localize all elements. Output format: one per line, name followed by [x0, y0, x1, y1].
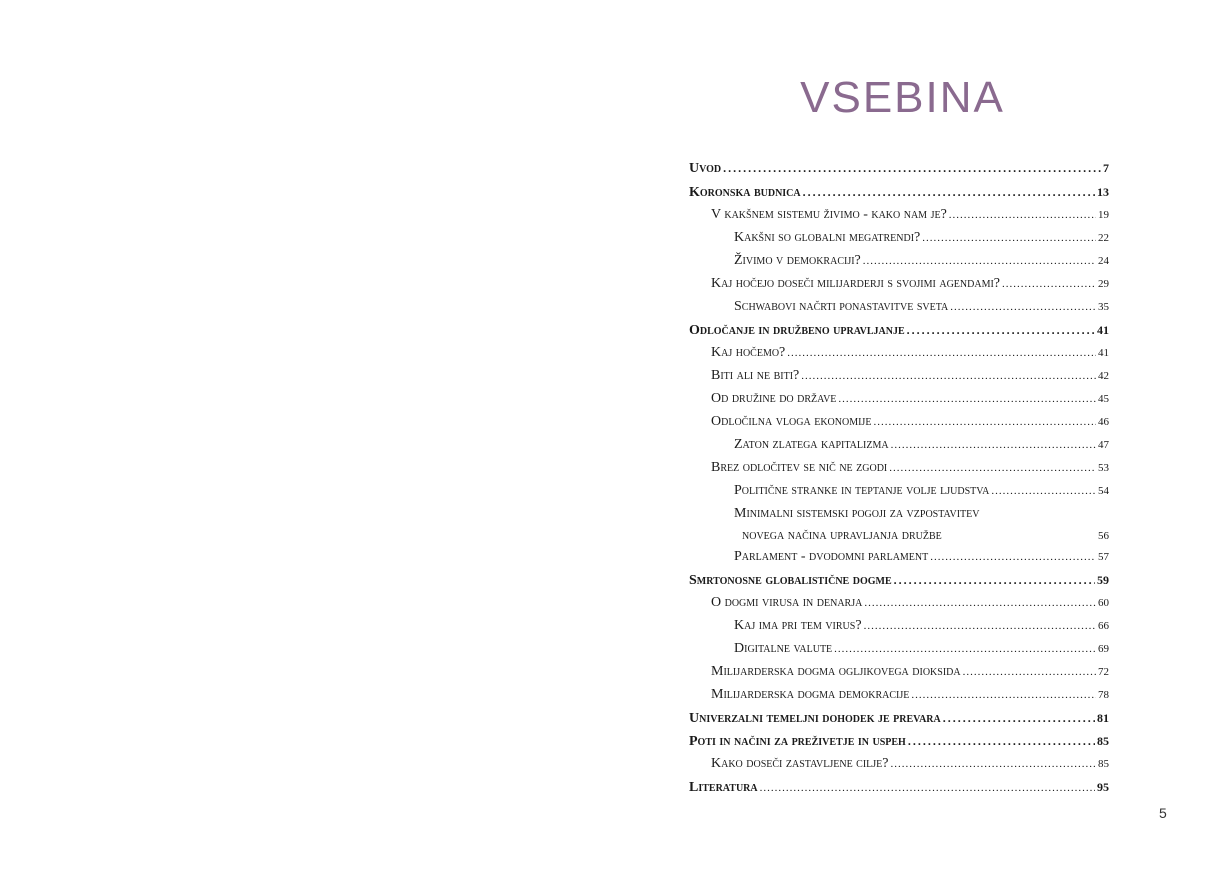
- dot-leader: [930, 546, 1096, 568]
- toc-entry-kaj-ima-virus[interactable]: [689, 615, 1109, 637]
- toc-entry-page: 56: [1098, 530, 1109, 542]
- toc-entry-label: Smrtonosne globalistične dogme: [689, 573, 892, 588]
- toc-entry-label: Odločanje in družbeno upravljanje: [689, 323, 905, 338]
- toc-entry-page: 24: [1098, 255, 1109, 267]
- dot-leader: [760, 777, 1095, 798]
- dot-leader: [834, 638, 1096, 660]
- dot-leader: [863, 250, 1096, 272]
- toc-entry-label: Schwabovi načrti ponastavitve sveta: [734, 299, 949, 314]
- toc-entry-page: 19: [1098, 209, 1109, 221]
- toc-entry-page: 69: [1098, 643, 1109, 655]
- toc-entry-page: 41: [1097, 323, 1109, 337]
- toc-entry-page: 47: [1098, 439, 1109, 451]
- toc-entry-label: Milijarderska dogma ogljikovega dioksida: [711, 664, 961, 679]
- toc-entry-label: Parlament - dvodomni parlament: [734, 549, 929, 564]
- toc-entry-poti-in-nacini[interactable]: [689, 730, 1109, 752]
- dot-leader: [723, 157, 1101, 179]
- toc-entry-page: 57: [1098, 551, 1109, 563]
- toc-entry-label: Kako doseči zastavljene cilje?: [711, 756, 889, 771]
- toc-entry-dogma-demokracije[interactable]: [689, 684, 1109, 706]
- toc-entry-page: 29: [1098, 278, 1109, 290]
- toc-entry-label: Od družine do države: [711, 391, 837, 406]
- dot-leader: [949, 204, 1096, 226]
- toc-entry-label: Kaj ima pri tem virus?: [734, 618, 862, 633]
- dot-leader: [963, 661, 1096, 683]
- page-number: 5: [1159, 805, 1167, 821]
- dot-leader: [838, 388, 1096, 410]
- dot-leader: [922, 227, 1096, 249]
- toc-entry-megatrendi[interactable]: [689, 227, 1109, 249]
- toc-entry-page: 22: [1098, 232, 1109, 244]
- toc-entry-label: Politične stranke in teptanje volje ljudstva: [734, 483, 990, 498]
- toc-entry-demokraciji[interactable]: [689, 250, 1109, 272]
- toc-entry-smrtonosne-dogme[interactable]: [689, 569, 1109, 591]
- toc-entry-label: Poti in načini za preživetje in uspeh: [689, 734, 906, 749]
- toc-entry-page: 66: [1098, 620, 1109, 632]
- toc-entry-page: 35: [1098, 301, 1109, 313]
- dot-leader: [873, 411, 1096, 433]
- dot-leader: [801, 365, 1096, 387]
- toc-entry-vloga-ekonomije[interactable]: [689, 411, 1109, 433]
- toc-entry-brez-odlocitev[interactable]: [689, 457, 1109, 479]
- toc-entry-od-druzine[interactable]: [689, 388, 1109, 410]
- dot-leader: [950, 296, 1096, 318]
- toc-entry-page: 13: [1097, 185, 1109, 199]
- toc-entry-label: Biti ali ne biti?: [711, 368, 800, 383]
- toc-entry-milijarderji-agende[interactable]: [689, 273, 1109, 295]
- toc-entry-page: 53: [1098, 462, 1109, 474]
- toc-entry-minimalni-pogoji[interactable]: [689, 503, 1109, 543]
- toc-entry-label: O dogmi virusa in denarja: [711, 595, 863, 610]
- toc-entry-literatura[interactable]: [689, 776, 1109, 798]
- toc-entry-koronska-budnica[interactable]: [689, 181, 1109, 203]
- toc-entry-page: 72: [1098, 666, 1109, 678]
- toc-entry-v-kaksnem-sistemu[interactable]: [689, 204, 1109, 226]
- toc-entry-page: 85: [1097, 734, 1109, 748]
- dot-leader: [803, 181, 1095, 203]
- dot-leader: [891, 434, 1096, 456]
- toc-entry-label: Zaton zlatega kapitalizma: [734, 437, 889, 452]
- toc-entry-page: 45: [1098, 393, 1109, 405]
- toc-entry-dogma-virusa[interactable]: [689, 592, 1109, 614]
- toc-entry-label: Živimo v demokraciji?: [734, 253, 861, 268]
- dot-leader: [864, 615, 1096, 637]
- dot-leader: [943, 707, 1095, 729]
- toc-entry-label-continued: novega načina upravljanja družbe: [742, 528, 942, 543]
- toc-entry-page: 7: [1103, 161, 1109, 175]
- page-title: VSEBINA: [800, 73, 1005, 122]
- toc-entry-label: Brez odločitev se nič ne zgodi: [711, 460, 888, 475]
- toc-entry-digitalne-valute[interactable]: [689, 638, 1109, 660]
- toc-entry-temeljni-dohodek[interactable]: [689, 707, 1109, 729]
- toc-entry-label: Kaj hočemo?: [711, 345, 786, 360]
- toc-entry-label: Milijarderska dogma demokracije: [711, 687, 910, 702]
- dot-leader: [907, 319, 1095, 341]
- dot-leader: [908, 730, 1095, 752]
- dot-leader: [991, 480, 1096, 502]
- toc-entry-label: Odločilna vloga ekonomije: [711, 414, 872, 429]
- toc-entry-page: 60: [1098, 597, 1109, 609]
- dot-leader: [864, 592, 1096, 614]
- toc-entry-biti-ali-ne-biti[interactable]: [689, 365, 1109, 387]
- toc-entry-uvod[interactable]: [689, 157, 1109, 179]
- toc-entry-page: 85: [1098, 758, 1109, 770]
- toc-entry-schwabovi-nacrti[interactable]: [689, 296, 1109, 318]
- toc-entry-label: Kaj hočejo doseči milijarderji s svojimi agendami?: [711, 276, 1000, 291]
- toc-entry-page: 41: [1098, 347, 1109, 359]
- toc-entry-label: Koronska budnica: [689, 185, 801, 200]
- toc-entry-label: Literatura: [689, 780, 758, 795]
- toc-entry-page: 59: [1097, 573, 1109, 587]
- toc-entry-zaton-kapitalizma[interactable]: [689, 434, 1109, 456]
- toc-entry-kako-doseci-cilje[interactable]: [689, 753, 1109, 775]
- toc-entry-label: Minimalni sistemski pogoji za vzpostavitev: [734, 506, 980, 521]
- toc-entry-label: Uvod: [689, 161, 722, 176]
- toc-entry-page: 46: [1098, 416, 1109, 428]
- toc-entry-label: V kakšnem sistemu živimo - kako nam je?: [711, 207, 947, 222]
- dot-leader: [787, 342, 1096, 364]
- toc-entry-page: 81: [1097, 711, 1109, 725]
- toc-entry-kaj-hocemo[interactable]: [689, 342, 1109, 364]
- toc-entry-page: 54: [1098, 485, 1109, 497]
- dot-leader: [911, 684, 1096, 706]
- toc-entry-page: 42: [1098, 370, 1109, 382]
- toc-entry-label: Univerzalni temeljni dohodek je prevara: [689, 711, 941, 726]
- dot-leader: [889, 457, 1096, 479]
- toc-entry-page: 78: [1098, 689, 1109, 701]
- toc-entry-odlocanje[interactable]: [689, 319, 1109, 341]
- dot-leader: [891, 753, 1096, 775]
- toc-entry-politicne-stranke[interactable]: [689, 480, 1109, 502]
- toc-entry-dogma-co2[interactable]: [689, 661, 1109, 683]
- dot-leader: [894, 569, 1095, 591]
- toc-entry-parlament[interactable]: [689, 546, 1109, 568]
- dot-leader: [1002, 273, 1096, 295]
- toc-entry-label: Digitalne valute: [734, 641, 833, 656]
- toc-entry-label: Kakšni so globalni megatrendi?: [734, 230, 921, 245]
- toc-entry-page: 95: [1097, 780, 1109, 794]
